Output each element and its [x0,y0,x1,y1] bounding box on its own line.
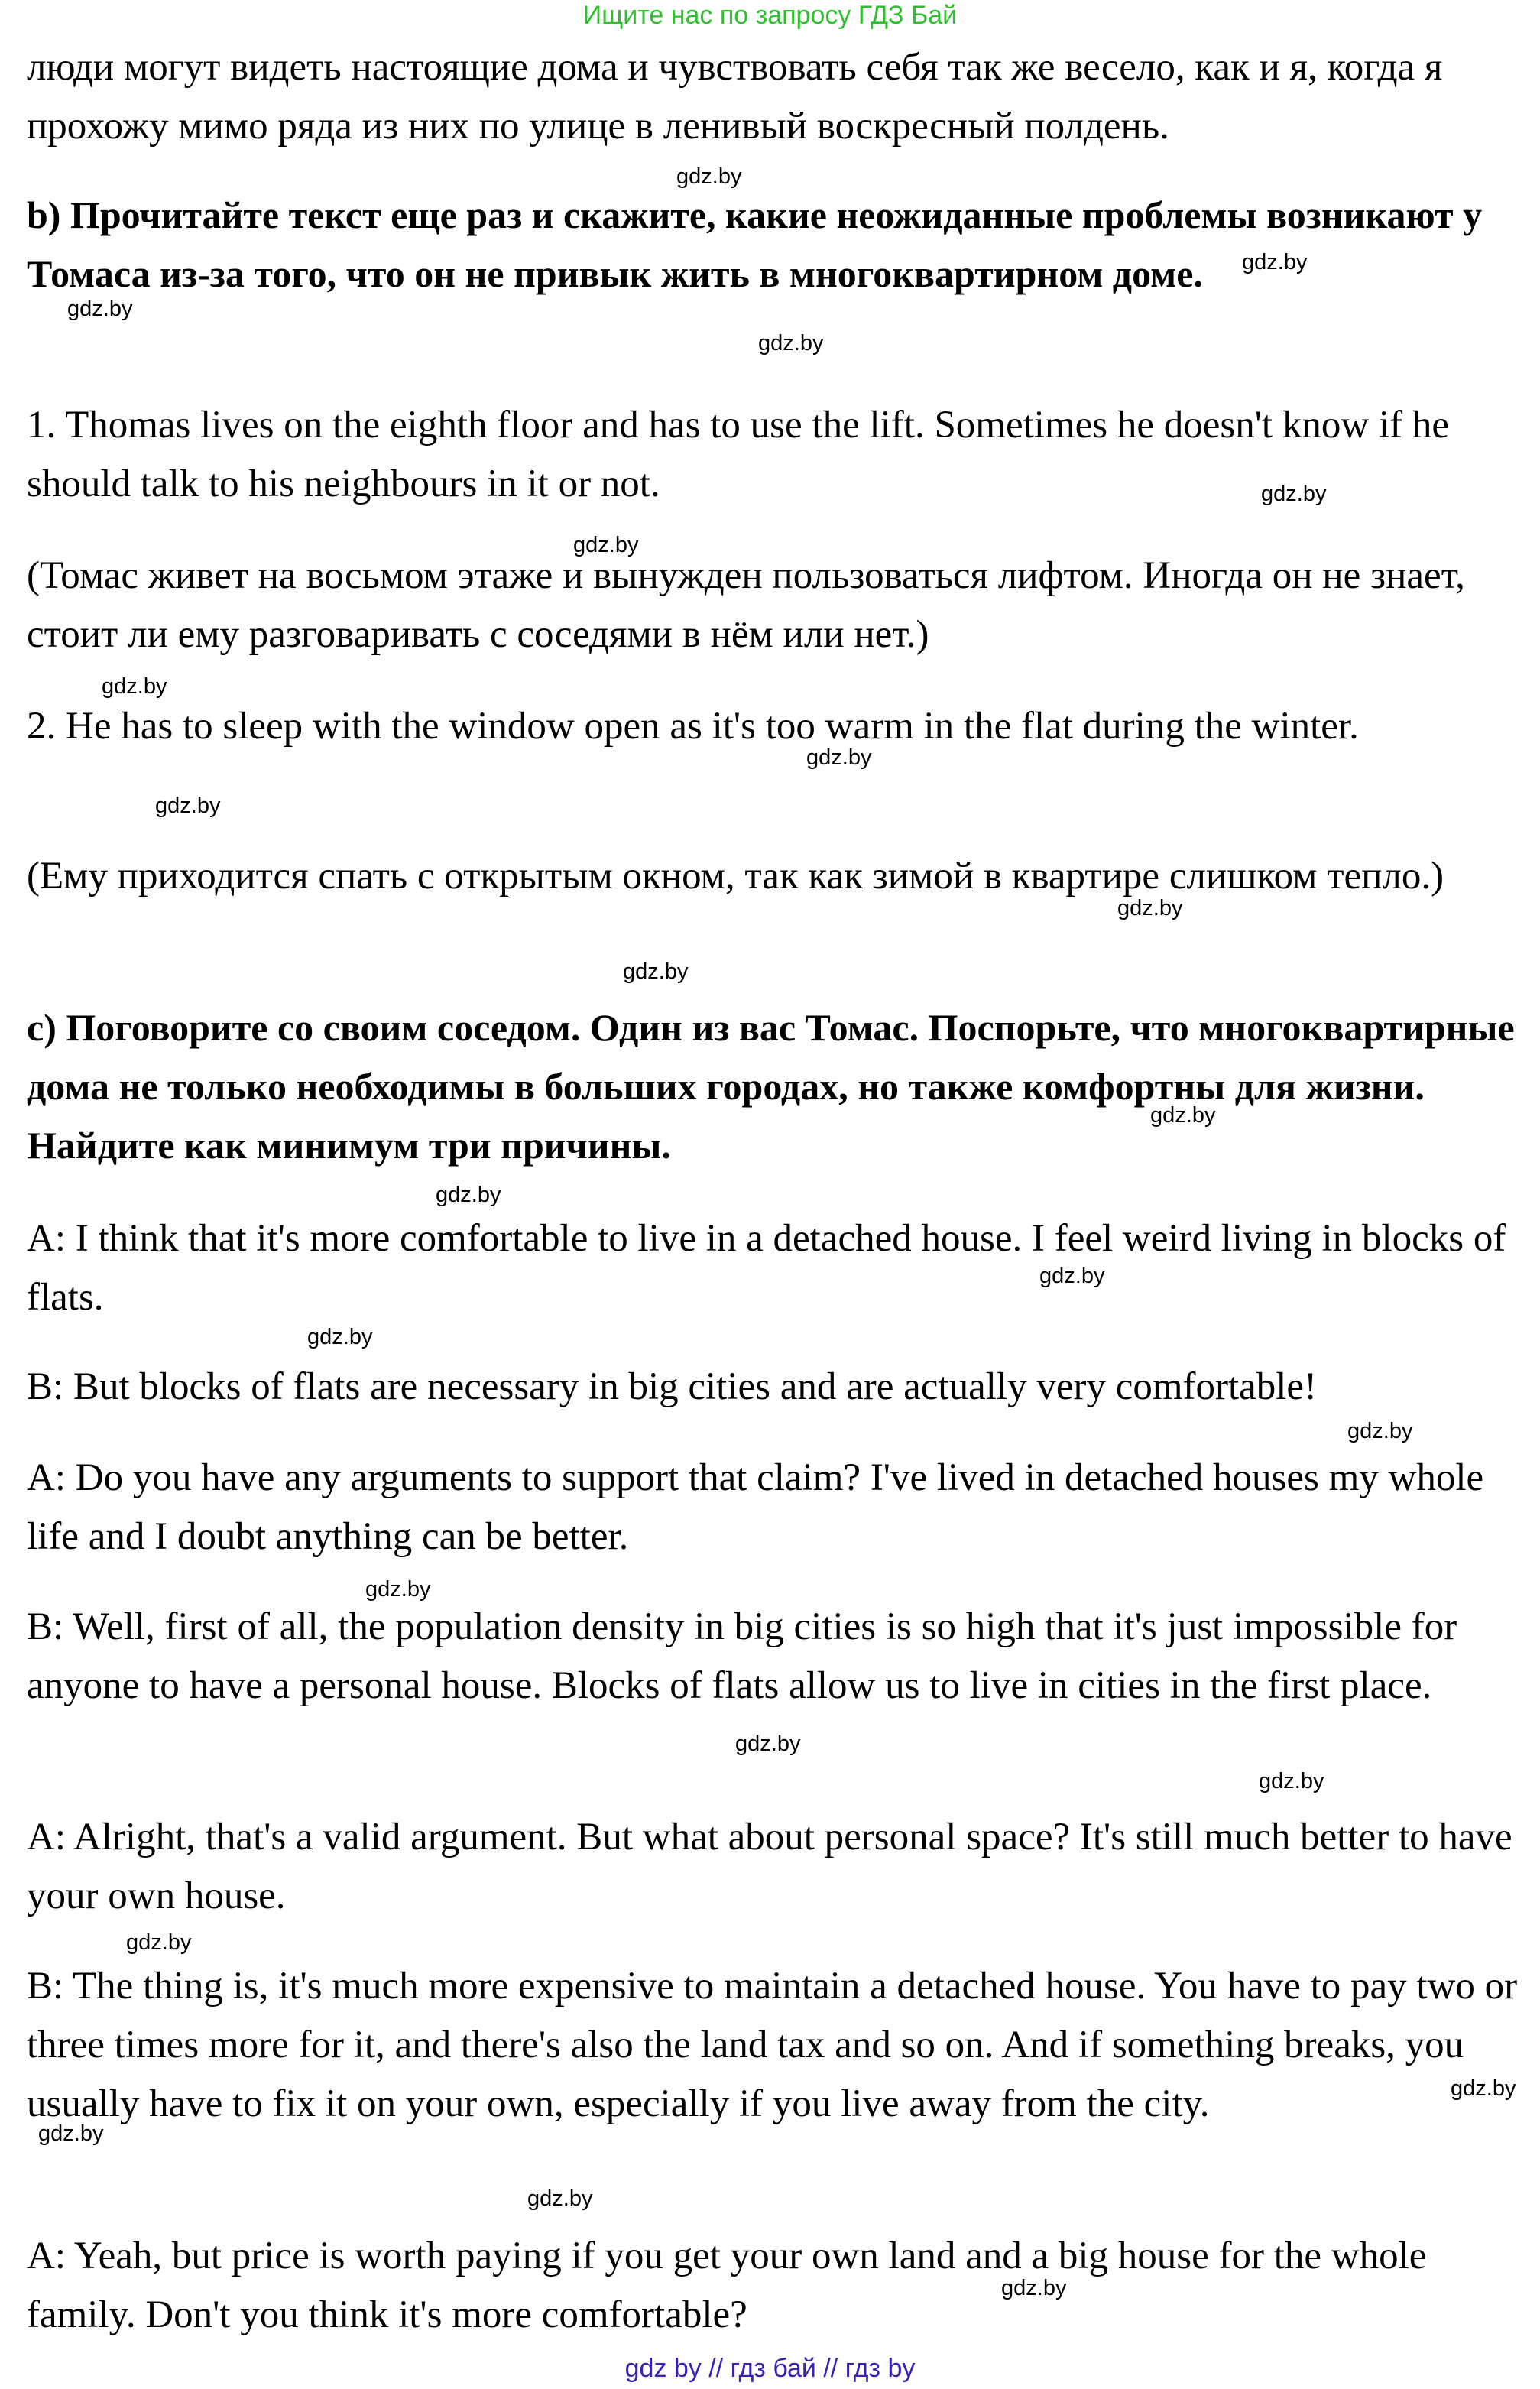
watermark: gdz.by [1117,896,1183,920]
dialogue-line-1: A: I think that it's more comfortable to live in a detached house. I feel weird living in blocks of flats. [27,1217,1506,1319]
answer-1-russian: (Томас живет на восьмом этаже и вынужден пользоваться лифтом. Иногда он не знает, стоит ли ему разговаривать с соседями в нём или нет.) [27,554,1465,656]
dialogue-line-7: A: Yeah, but price is worth paying if you get your own land and a big house for the whole family. Don't you think it's more comfortable? [27,2235,1427,2336]
dialogue-line-4: B: Well, first of all, the population density in big cities is so high that it's just impossible for anyone to have a personal house. Blocks of flats allow us to live in cities in the first place. [27,1605,1457,1707]
top-search-link[interactable]: Ищите нас по запросу ГДЗ Бай [582,1,958,30]
watermark: gdz.by [1001,2276,1067,2300]
watermark: gdz.by [126,1930,192,1955]
watermark: gdz.by [623,959,689,984]
bottom-site-links[interactable]: gdz by // гдз бай // гдз by [624,2354,916,2383]
answer-2-english: 2. He has to sleep with the window open as it's too warm in the flat during the winter. [27,705,1359,748]
watermark: gdz.by [1242,250,1308,274]
watermark: gdz.by [1259,1769,1324,1793]
watermark: gdz.by [436,1183,501,1207]
intro-paragraph: люди могут видеть настоящие дома и чувствовать себя так же весело, как и я, когда я прохожу мимо ряда из них по улице в ленивый воскресный полдень. [27,46,1443,148]
watermark: gdz.by [758,331,824,355]
watermark: gdz.by [307,1325,373,1349]
dialogue-line-3: A: Do you have any arguments to support that claim? I've lived in detached houses my whole life and I doubt anything can be better. [27,1456,1484,1558]
answer-2-russian: (Ему приходится спать с открытым окном, так как зимой в квартире слишком тепло.) [27,855,1444,897]
watermark: gdz.by [1261,482,1327,506]
watermark: gdz.by [806,745,872,770]
dialogue-line-5: A: Alright, that's a valid argument. But what about personal space? It's still much better to have your own house. [27,1816,1512,1917]
dialogue-line-6: B: The thing is, it's much more expensive to maintain a detached house. You have to pay two or three times more for it, and there's also the land tax and so on. And if something breaks, you usually have to fix it on your own, especially if you live away from the city. [27,1965,1518,2125]
watermark: gdz.by [365,1577,431,1602]
watermark: gdz.by [102,674,167,699]
watermark: gdz.by [38,2121,104,2146]
task-c-heading: c) Поговорите со своим соседом. Один из вас Томас. Поспорьте, что многоквартирные дома не только необходимы в больших городах, но также комфортны для жизни. Найдите как минимум три причины. [27,1006,1515,1167]
watermark: gdz.by [676,164,742,189]
watermark: gdz.by [1347,1419,1413,1443]
watermark: gdz.by [1150,1103,1216,1128]
watermark: gdz.by [573,533,639,557]
watermark: gdz.by [1451,2076,1516,2101]
watermark: gdz.by [527,2186,593,2211]
dialogue-line-2: B: But blocks of flats are necessary in big cities and are actually very comfortable! [27,1365,1318,1408]
watermark: gdz.by [67,297,133,321]
answer-1-english: 1. Thomas lives on the eighth floor and has to use the lift. Sometimes he doesn't know if he should talk to his neighbours in it or not. [27,404,1449,505]
watermark: gdz.by [1039,1264,1105,1288]
watermark: gdz.by [735,1732,801,1756]
task-b-heading: b) Прочитайте текст еще раз и скажите, какие неожиданные проблемы возникают у Томаса из-за того, что он не привык жить в многоквартирном доме. [27,193,1483,295]
watermark: gdz.by [155,794,221,818]
